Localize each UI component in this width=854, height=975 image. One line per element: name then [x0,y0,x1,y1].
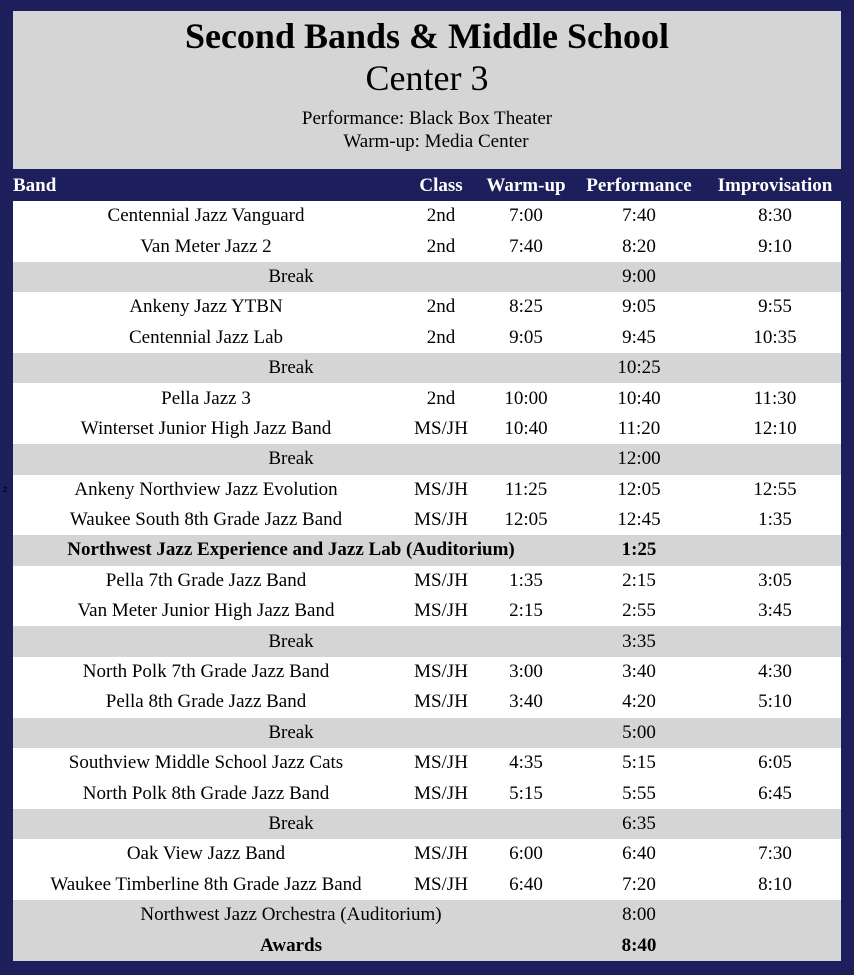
band-class: MS/JH [399,870,483,900]
table-row [13,596,841,626]
warmup-time: 6:40 [483,870,569,900]
table-row [13,870,841,900]
improv-time: 10:35 [709,323,841,353]
break-label: Break [13,626,569,656]
improv-time: 9:10 [709,231,841,261]
break-label: Break [13,718,569,748]
break-row [13,809,841,839]
band-class: MS/JH [399,414,483,444]
break-time: 10:25 [569,353,709,383]
band-class: 2nd [399,383,483,413]
band-class: MS/JH [399,657,483,687]
improv-time: 6:45 [709,778,841,808]
band-class: MS/JH [399,596,483,626]
warmup-location: Warm-up: Media Center [343,131,529,152]
schedule-header [13,11,841,169]
empty-cell [709,444,841,474]
break-label: Break [13,262,569,292]
schedule-body [13,201,841,961]
performance-time: 10:40 [569,383,709,413]
event-time: 8:40 [569,930,709,960]
performance-time: 12:05 [569,475,709,505]
performance-time: 8:20 [569,231,709,261]
warmup-time: 4:35 [483,748,569,778]
event-time: 1:25 [569,535,709,565]
band-name: Pella 8th Grade Jazz Band [13,687,399,717]
table-row [13,475,841,505]
break-time: 12:00 [569,444,709,474]
band-name: Van Meter Jazz 2 [13,231,399,261]
event-row [13,930,841,960]
band-name: Van Meter Junior High Jazz Band [13,596,399,626]
warmup-time: 8:25 [483,292,569,322]
warmup-time: 3:00 [483,657,569,687]
col-header-band: Band [13,170,399,201]
break-row [13,718,841,748]
band-name: Oak View Jazz Band [13,839,399,869]
page-title: Second Bands & Middle School [184,16,670,56]
warmup-time: 7:00 [483,201,569,231]
break-label: Break [13,353,569,383]
empty-cell [709,900,841,930]
warmup-time: 6:00 [483,839,569,869]
table-row [13,839,841,869]
side-mark: z [3,484,8,494]
warmup-time: 3:40 [483,687,569,717]
table-row [13,231,841,261]
performance-time: 12:45 [569,505,709,535]
warmup-time: 2:15 [483,596,569,626]
performance-time: 2:55 [569,596,709,626]
improv-time: 8:10 [709,870,841,900]
performance-time: 5:15 [569,748,709,778]
performance-time: 5:55 [569,778,709,808]
warmup-time: 12:05 [483,505,569,535]
break-row [13,353,841,383]
improv-time: 3:45 [709,596,841,626]
performance-time: 6:40 [569,839,709,869]
performance-time: 4:20 [569,687,709,717]
table-row [13,292,841,322]
table-row [13,201,841,231]
improv-time: 7:30 [709,839,841,869]
performance-time: 3:40 [569,657,709,687]
empty-cell [709,353,841,383]
empty-cell [709,930,841,960]
band-class: 2nd [399,292,483,322]
warmup-time: 10:00 [483,383,569,413]
improv-time: 11:30 [709,383,841,413]
band-name: Pella 7th Grade Jazz Band [13,566,399,596]
band-name: Waukee South 8th Grade Jazz Band [13,505,399,535]
schedule-table [13,170,841,961]
performance-time: 2:15 [569,566,709,596]
band-name: Ankeny Northview Jazz Evolution [13,475,399,505]
band-name: Pella Jazz 3 [13,383,399,413]
band-class: MS/JH [399,566,483,596]
band-class: 2nd [399,231,483,261]
improv-time: 8:30 [709,201,841,231]
table-row [13,505,841,535]
warmup-time: 10:40 [483,414,569,444]
band-name: North Polk 8th Grade Jazz Band [13,778,399,808]
table-row [13,748,841,778]
break-label: Break [13,809,569,839]
event-row [13,535,841,565]
break-row [13,262,841,292]
table-row [13,414,841,444]
empty-cell [709,262,841,292]
improv-time: 9:55 [709,292,841,322]
event-label: Northwest Jazz Experience and Jazz Lab (Auditorium) [13,535,569,565]
col-header-performance: Performance [569,170,709,201]
col-header-class: Class [399,170,483,201]
event-time: 8:00 [569,900,709,930]
improv-time: 12:10 [709,414,841,444]
improv-time: 3:05 [709,566,841,596]
break-row [13,626,841,656]
break-time: 3:35 [569,626,709,656]
break-time: 5:00 [569,718,709,748]
col-header-improvisation: Improvisation [709,170,841,201]
warmup-time: 5:15 [483,778,569,808]
col-header-warmup: Warm-up [483,170,569,201]
band-class: 2nd [399,323,483,353]
warmup-time: 7:40 [483,231,569,261]
improv-time: 6:05 [709,748,841,778]
table-row [13,323,841,353]
table-header-row [13,170,841,201]
band-class: MS/JH [399,475,483,505]
band-name: Winterset Junior High Jazz Band [13,414,399,444]
empty-cell [709,809,841,839]
warmup-time: 11:25 [483,475,569,505]
band-name: Ankeny Jazz YTBN [13,292,399,322]
improv-time: 12:55 [709,475,841,505]
table-row [13,657,841,687]
band-name: Waukee Timberline 8th Grade Jazz Band [13,870,399,900]
performance-time: 9:05 [569,292,709,322]
performance-time: 7:20 [569,870,709,900]
band-name: Centennial Jazz Vanguard [13,201,399,231]
table-row [13,687,841,717]
band-class: MS/JH [399,687,483,717]
band-class: MS/JH [399,778,483,808]
band-class: MS/JH [399,505,483,535]
table-row [13,566,841,596]
improv-time: 1:35 [709,505,841,535]
warmup-time: 9:05 [483,323,569,353]
event-label: Northwest Jazz Orchestra (Auditorium) [13,900,569,930]
band-name: Centennial Jazz Lab [13,323,399,353]
performance-time: 9:45 [569,323,709,353]
break-label: Break [13,444,569,474]
band-name: Southview Middle School Jazz Cats [13,748,399,778]
improv-time: 5:10 [709,687,841,717]
performance-time: 11:20 [569,414,709,444]
page-subtitle: Center 3 [365,58,489,98]
band-class: MS/JH [399,839,483,869]
empty-cell [709,626,841,656]
event-label: Awards [13,930,569,960]
band-name: North Polk 7th Grade Jazz Band [13,657,399,687]
performance-time: 7:40 [569,201,709,231]
event-row [13,900,841,930]
empty-cell [709,718,841,748]
break-time: 9:00 [569,262,709,292]
band-class: 2nd [399,201,483,231]
table-row [13,383,841,413]
empty-cell [709,535,841,565]
improv-time: 4:30 [709,657,841,687]
table-row [13,778,841,808]
warmup-time: 1:35 [483,566,569,596]
break-time: 6:35 [569,809,709,839]
performance-location: Performance: Black Box Theater [301,108,553,129]
break-row [13,444,841,474]
band-class: MS/JH [399,748,483,778]
